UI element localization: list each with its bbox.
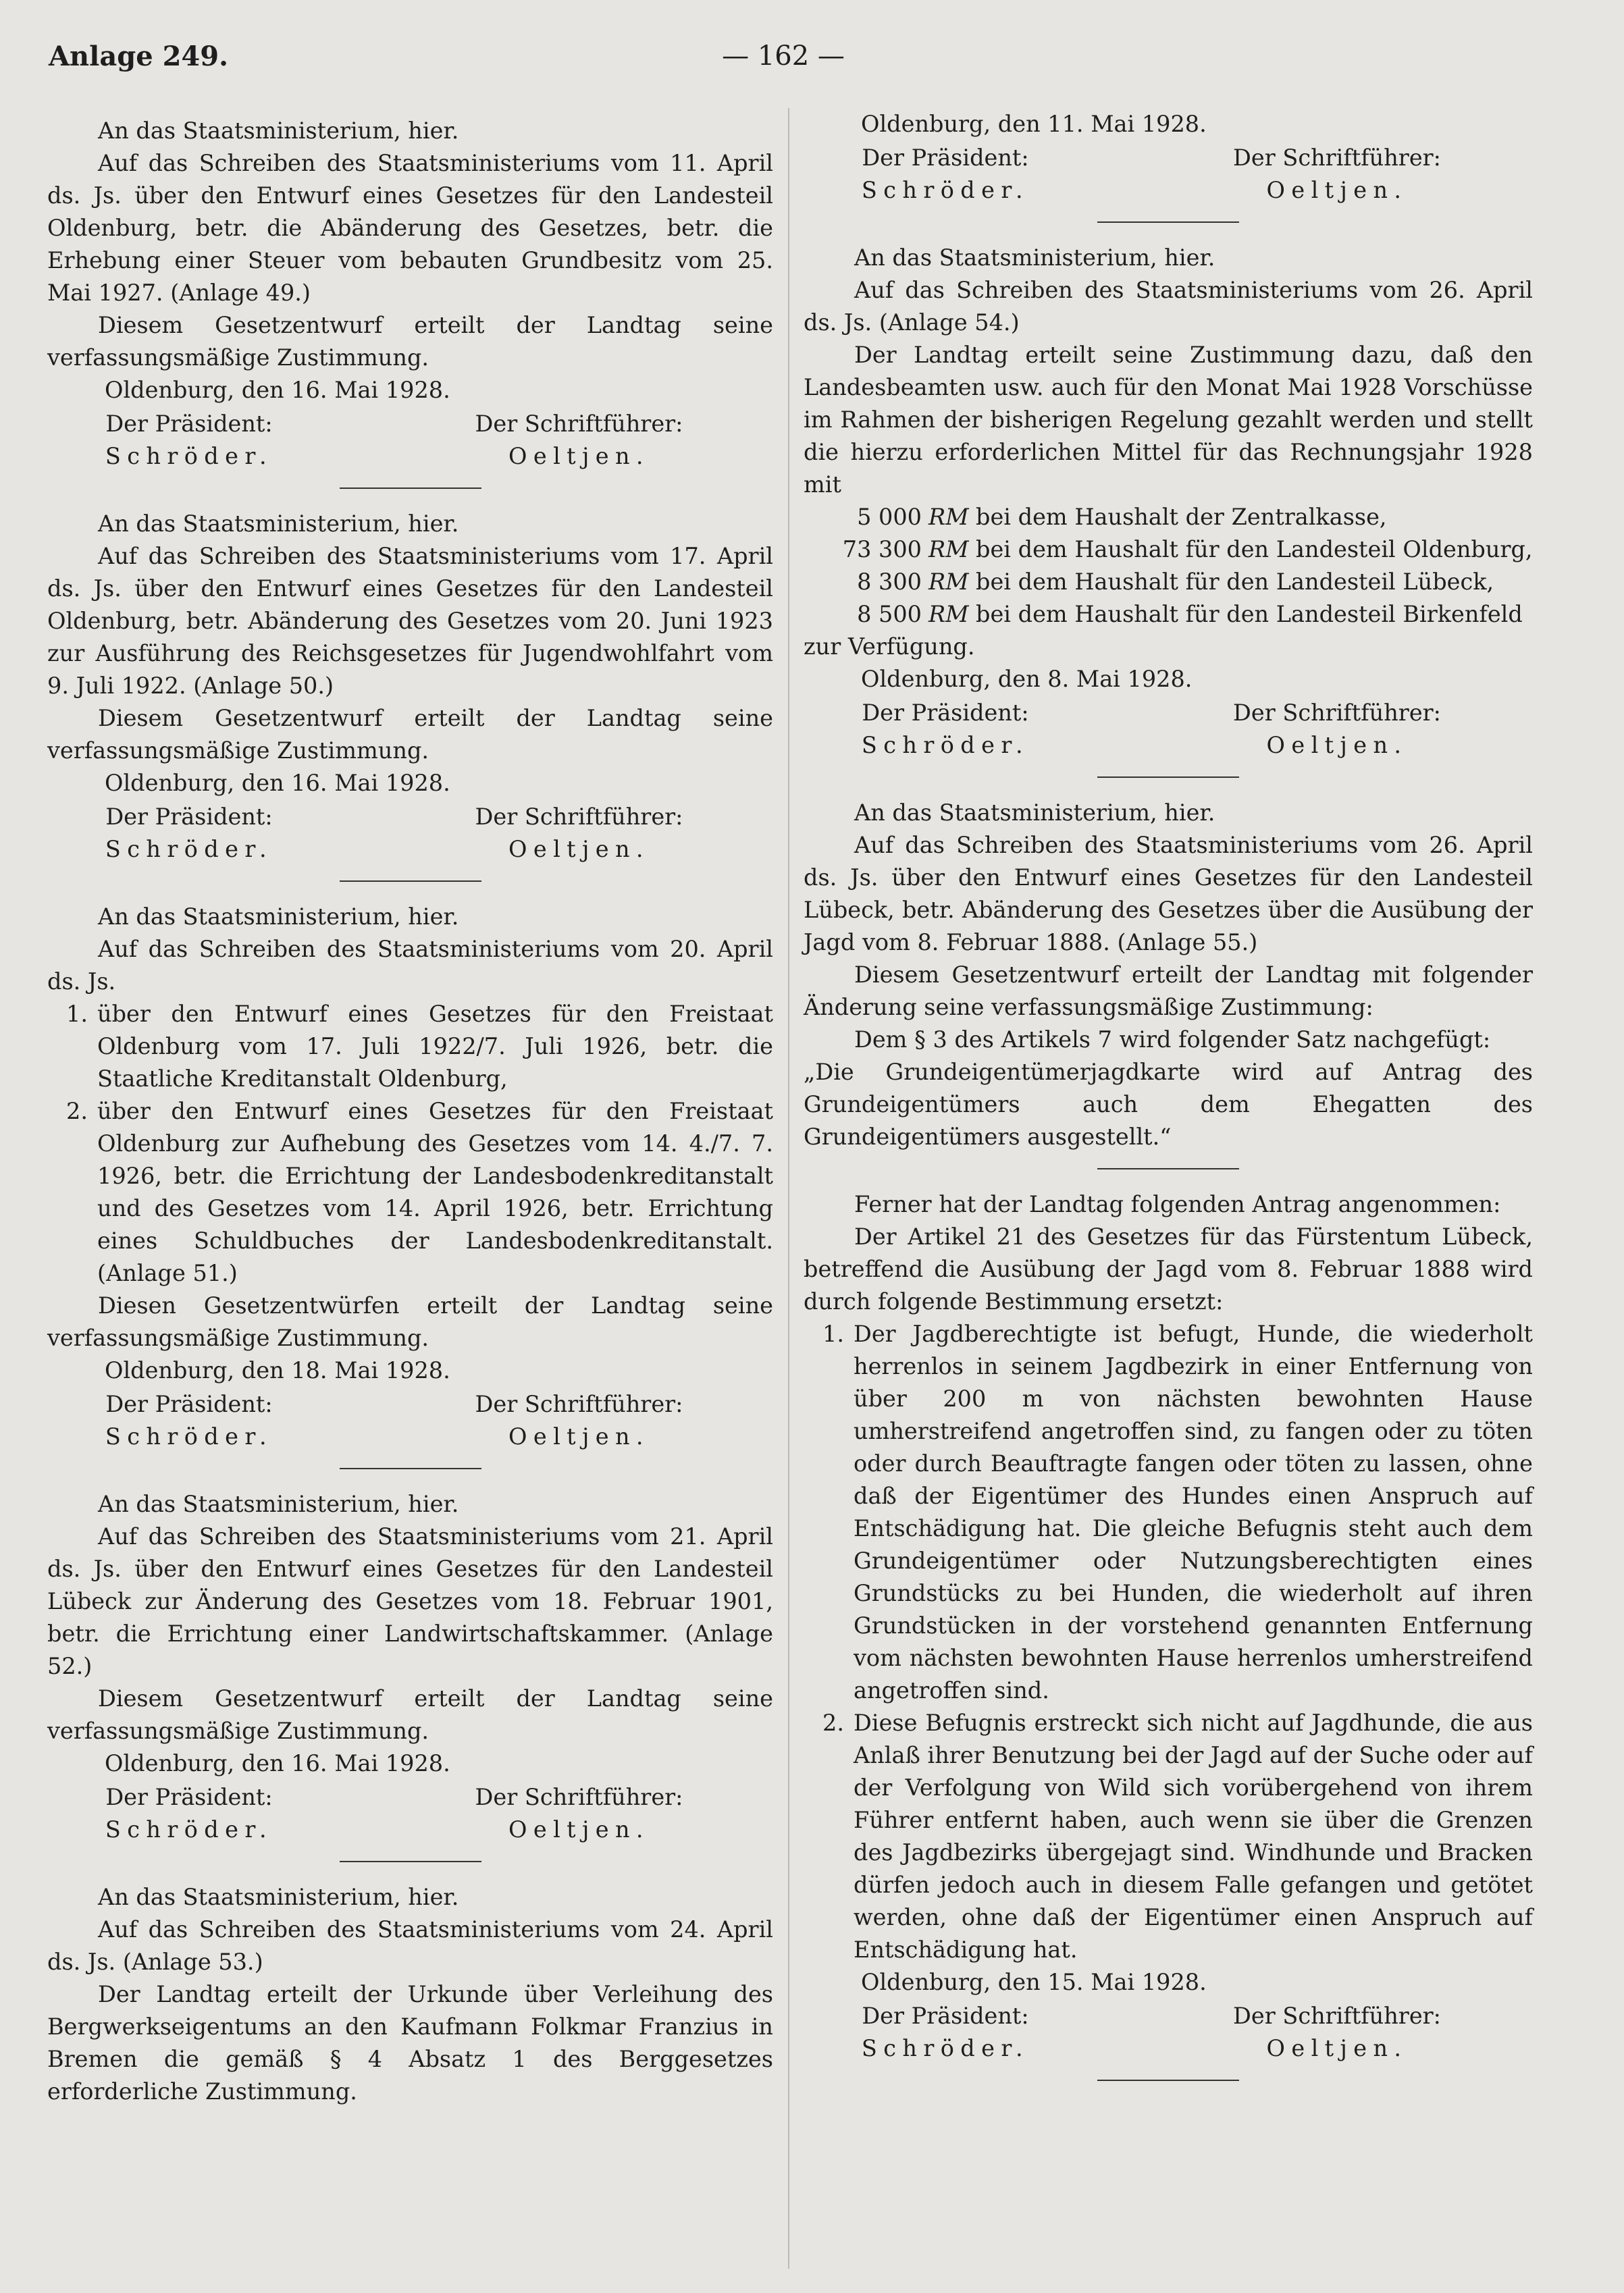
addressee: An das Staatsministerium, hier. [854, 244, 1215, 271]
list-item [47, 998, 773, 1095]
letter-body: Auf das Schreiben des Staatsministeriums vom 11. April ds. Js. über den Entwurf eines Gesetzes für den Landesteil Oldenburg, betr. die Abänderung des Gesetzes, betr. die Erhebung einer Steuer vom bebauten Grundbesitz vom 25. Mai 1927. (Anlage 49.) [47, 150, 773, 306]
consent-statement: Diesem Gesetzentwurf erteilt der Landtag mit folgender Änderung seine verfassungsmäßige Zustimmung: [804, 961, 1533, 1020]
letter-body: Auf das Schreiben des Staatsministeriums vom 24. April ds. Js. (Anlage 53.) [47, 1916, 773, 1975]
amount-value: 8 500 [857, 601, 922, 627]
item-number: 2. [822, 1710, 844, 1736]
consent-statement: Diesem Gesetzentwurf erteilt der Landtag seine verfassungsmäßige Zustimmung. [47, 312, 773, 371]
signature-block [804, 697, 1533, 762]
amount-description: bei dem Haushalt für den Landesteil Lübeck, [976, 569, 1494, 595]
amount-row [804, 533, 1533, 566]
letter-body: Auf das Schreiben des Staatsministeriums vom 17. April ds. Js. über den Entwurf eines Gesetzes für den Landesteil Oldenburg, betr. Abänderung des Gesetzes vom 20. Juni 1923 zur Ausführung des Reichsgesetzes für Jugendwohlfahrt vom 9. Juli 1922. (Anlage 50.) [47, 543, 773, 699]
addressee: An das Staatsministerium, hier. [854, 799, 1215, 826]
section-separator [340, 880, 481, 882]
item-text: über den Entwurf eines Gesetzes für den Freistaat Oldenburg vom 17. Juli 1922/7. Juli 1926, betr. die Staatliche Kreditanstalt Oldenburg, [97, 1001, 773, 1092]
item-number: 1. [66, 1001, 88, 1027]
section-separator [1097, 1168, 1239, 1169]
addressee: An das Staatsministerium, hier. [98, 510, 459, 537]
letter-body: Auf das Schreiben des Staatsministeriums vom 21. April ds. Js. über den Entwurf eines Gesetzes für den Landesteil Lübeck zur Änderung des Gesetzes vom 18. Februar 1901, betr. die Errichtung einer Landwirtschaftskammer. (Anlage 52.) [47, 1523, 773, 1679]
item-number: 1. [822, 1321, 844, 1347]
amount-description: bei dem Haushalt für den Landesteil Birkenfeld [976, 601, 1523, 627]
item-text: über den Entwurf eines Gesetzes für den Freistaat Oldenburg zur Aufhebung des Gesetzes vom 14. 4./7. 7. 1926, betr. die Errichtung der Landesbodenkreditanstalt und des Gesetzes vom 14. April 1926, betr. Errichtung eines Schuldbuches der Landesbodenkreditanstalt. (Anlage 51.) [97, 1098, 773, 1286]
signature-block [47, 1781, 773, 1846]
president-label: Der Präsident: [862, 700, 1029, 726]
date-line: Oldenburg, den 16. Mai 1928. [105, 377, 450, 403]
signature-block [47, 801, 773, 866]
secretary-label: Der Schriftführer: [1233, 144, 1441, 171]
letter-body: Auf das Schreiben des Staatsministeriums vom 20. April ds. Js. [47, 936, 773, 995]
president-name: Schröder. [105, 836, 273, 862]
secretary-name: Oeltjen. [1266, 177, 1408, 203]
signature-block [47, 1388, 773, 1453]
president-name: Schröder. [861, 2035, 1030, 2061]
secretary-label: Der Schriftführer: [475, 1391, 683, 1417]
secretary-label: Der Schriftführer: [475, 803, 683, 830]
closing-line: zur Verfügung. [804, 633, 975, 660]
page-number: — 162 — [722, 41, 845, 72]
item-text: Diese Befugnis erstreckt sich nicht auf Jagdhunde, die aus Anlaß ihrer Benutzung bei der Jagd auf der Suche oder auf der Verfolgung von Wild sich vorübergehend von ihrem Führer entfernt haben, auch wenn sie über die Grenzen des Jagdbezirks übergejagt sind. Windhunde und Bracken dürfen jedoch auch in diesem Falle gefangen und getötet werden, ohne daß der Eigentümer einen Anspruch auf Entschädigung hat. [854, 1710, 1533, 1963]
president-label: Der Präsident: [862, 2003, 1029, 2029]
amount-unit: RM [928, 504, 969, 530]
amount-row [804, 598, 1533, 631]
consent-statement: Diesem Gesetzentwurf erteilt der Landtag seine verfassungsmäßige Zustimmung. [47, 1685, 773, 1744]
secretary-label: Der Schriftführer: [475, 411, 683, 437]
president-name: Schröder. [105, 1816, 273, 1843]
consent-statement: Diesem Gesetzentwurf erteilt der Landtag seine verfassungsmäßige Zustimmung. [47, 705, 773, 764]
secretary-label: Der Schriftführer: [475, 1784, 683, 1810]
secretary-label: Der Schriftführer: [1233, 700, 1441, 726]
section-separator [1097, 776, 1239, 778]
column-divider [788, 108, 789, 2269]
section-separator [340, 487, 481, 489]
letter-body: Auf das Schreiben des Staatsministeriums vom 26. April ds. Js. (Anlage 54.) [804, 277, 1533, 336]
amount-unit: RM [928, 601, 969, 627]
date-line: Oldenburg, den 16. Mai 1928. [105, 1750, 450, 1776]
left-column [47, 108, 773, 2108]
president-label: Der Präsident: [105, 411, 273, 437]
motion-intro: Ferner hat der Landtag folgenden Antrag angenommen: [854, 1191, 1501, 1217]
date-line: Oldenburg, den 18. Mai 1928. [105, 1357, 450, 1383]
amount-description: bei dem Haushalt der Zentralkasse, [976, 504, 1387, 530]
motion-body: Der Artikel 21 des Gesetzes für das Fürstentum Lübeck, betreffend die Ausübung der Jagd vom 8. Februar 1888 wird durch folgende Bestimmung ersetzt: [804, 1223, 1533, 1315]
amount-value: 73 300 [842, 536, 922, 562]
signature-block [804, 2000, 1533, 2065]
amount-description: bei dem Haushalt für den Landesteil Oldenburg, [976, 536, 1533, 562]
amount-row [804, 566, 1533, 598]
amount-value: 5 000 [857, 504, 922, 530]
president-label: Der Präsident: [862, 144, 1029, 171]
list-item [804, 1318, 1533, 1707]
addressee: An das Staatsministerium, hier. [98, 117, 459, 144]
consent-statement: Der Landtag erteilt seine Zustimmung dazu, daß den Landesbeamten usw. auch für den Monat Mai 1928 Vorschüsse im Rahmen der bisherigen Regelung gezahlt werden und stellt die hierzu erforderlichen Mittel für das Rechnungsjahr 1928 mit [804, 342, 1533, 498]
date-line: Oldenburg, den 16. Mai 1928. [105, 770, 450, 796]
addressee: An das Staatsministerium, hier. [98, 903, 459, 930]
addressee: An das Staatsministerium, hier. [98, 1491, 459, 1517]
date-line: Oldenburg, den 15. Mai 1928. [861, 1969, 1207, 1995]
secretary-name: Oeltjen. [1266, 2035, 1408, 2061]
consent-statement: Diesen Gesetzentwürfen erteilt der Landtag seine verfassungsmäßige Zustimmung. [47, 1292, 773, 1351]
item-number: 2. [66, 1098, 88, 1124]
secretary-name: Oeltjen. [508, 443, 650, 469]
addressee: An das Staatsministerium, hier. [98, 1884, 459, 1910]
president-name: Schröder. [861, 177, 1030, 203]
consent-statement: Der Landtag erteilt der Urkunde über Verleihung des Bergwerkseigentums an den Kaufmann Folkmar Franzius in Bremen die gemäß § 4 Absatz 1 des Berggesetzes erforderliche Zustimmung. [47, 1981, 773, 2105]
secretary-name: Oeltjen. [508, 1423, 650, 1450]
section-separator [1097, 2080, 1239, 2081]
amendment-quote: „Die Grundeigentümerjagdkarte wird auf Antrag des Grundeigentümers auch dem Ehegatten des Grundeigentümers ausgestellt.“ [804, 1059, 1533, 1150]
secretary-name: Oeltjen. [1266, 732, 1408, 758]
amount-unit: RM [928, 569, 969, 595]
president-name: Schröder. [105, 443, 273, 469]
president-label: Der Präsident: [105, 1784, 273, 1810]
president-name: Schröder. [105, 1423, 273, 1450]
annex-label: Anlage 249. [49, 41, 228, 72]
signature-block [47, 408, 773, 473]
letter-body: Auf das Schreiben des Staatsministeriums vom 26. April ds. Js. über den Entwurf eines Gesetzes für den Landesteil Lübeck, betr. Abänderung des Gesetzes über die Ausübung der Jagd vom 8. Februar 1888. (Anlage 55.) [804, 832, 1533, 955]
amount-unit: RM [928, 536, 969, 562]
amount-value: 8 300 [857, 569, 922, 595]
date-line: Oldenburg, den 8. Mai 1928. [861, 666, 1193, 692]
amendment-text: Dem § 3 des Artikels 7 wird folgender Satz nachgefügt: [854, 1026, 1491, 1053]
secretary-name: Oeltjen. [508, 1816, 650, 1843]
amount-row [804, 501, 1533, 533]
date-line: Oldenburg, den 11. Mai 1928. [861, 111, 1207, 137]
president-name: Schröder. [861, 732, 1030, 758]
signature-block [804, 142, 1533, 207]
secretary-label: Der Schriftführer: [1233, 2003, 1441, 2029]
secretary-name: Oeltjen. [508, 836, 650, 862]
list-item [804, 1707, 1533, 1966]
right-column [804, 108, 1533, 2100]
president-label: Der Präsident: [105, 803, 273, 830]
list-item [47, 1095, 773, 1290]
section-separator [340, 1861, 481, 1862]
section-separator [1097, 221, 1239, 223]
president-label: Der Präsident: [105, 1391, 273, 1417]
section-separator [340, 1468, 481, 1469]
item-text: Der Jagdberechtigte ist befugt, Hunde, die wiederholt herrenlos in seinem Jagdbezirk in einer Entfernung von über 200 m von nächsten bewohnten Hause umherstreifend angetroffen sind, zu fangen oder zu töten oder durch Beauftragte fangen oder töten zu lassen, ohne daß der Eigentümer des Hundes einen Anspruch auf Entschädigung hat. Die gleiche Befugnis steht auch dem Grundeigentümer oder Nutzungsberechtigten eines Grundstücks zu bei Hunden, die wiederholt auf ihren Grundstücken in der vorstehend genannten Entfernung vom nächsten bewohnten Hause herrenlos umherstreifend angetroffen sind. [854, 1321, 1533, 1704]
